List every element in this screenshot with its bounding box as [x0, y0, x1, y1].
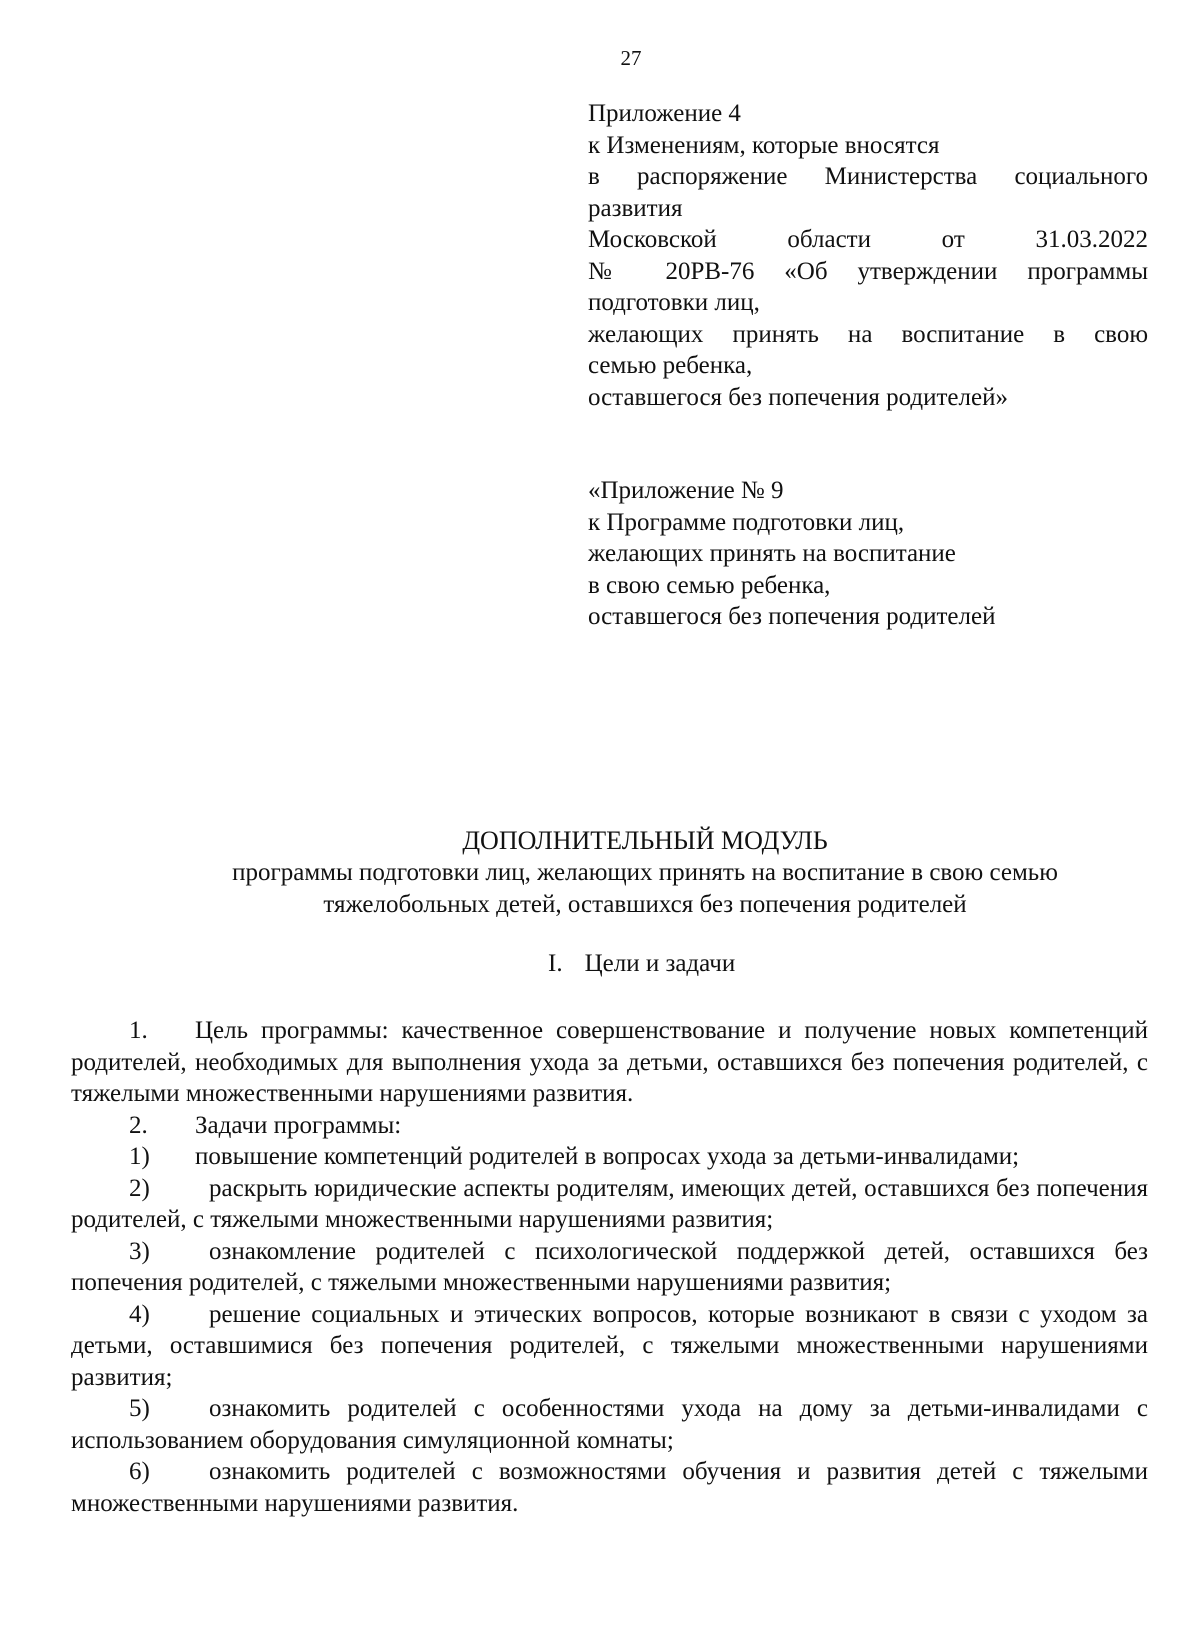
paragraph-text: Цель программы: качественное совершенствование и получение новых компетенций родителей, необходимых для выполнения ухода за детьми, оставшихся без попечения родителей, с тяжелыми множественными нарушениями развития. [71, 1017, 1148, 1107]
annex-4-line: Московской области от 31.03.2022 [588, 226, 1148, 253]
annex-4-line: в распоряжение Министерства социального [588, 163, 1148, 190]
page-number: 27 [620, 46, 642, 70]
paragraph-marker: 3) [129, 1237, 150, 1265]
paragraph-marker: 4) [129, 1300, 150, 1328]
body-text [71, 1015, 1148, 1519]
section-heading [548, 950, 735, 978]
paragraph-text: ознакомить родителей с особенностями ухода на дому за детьми-инвалидами с использованием оборудования симуляционной комнаты; [71, 1395, 1148, 1454]
paragraph-marker: 5) [129, 1395, 150, 1422]
paragraph-marker: 1) [129, 1143, 150, 1170]
annex-9-line: «Приложение № 9 [588, 477, 784, 504]
annex-9-header [588, 475, 1148, 633]
paragraph [71, 1015, 1148, 1110]
paragraph-marker: 1. [129, 1017, 148, 1044]
annex-4-header [588, 98, 1148, 413]
paragraph [71, 1173, 1148, 1236]
paragraph-text: ознакомить родителей с возможностями обучения и развития детей с тяжелыми множественными нарушениями развития. [71, 1458, 1148, 1517]
paragraph-marker: 2. [129, 1111, 148, 1139]
annex-4-line: к Изменениям, которые вносятся [588, 131, 940, 159]
paragraph-text: ознакомление родителей с психологической поддержкой детей, оставшихся без попечения родителей, с тяжелыми множественными нарушениями развития; [71, 1237, 1148, 1296]
paragraph-text: решение социальных и этических вопросов, которые возникают в связи с уходом за детьми, оставшимися без попечения родителей, с тяжелыми множественными нарушениями развития; [71, 1300, 1148, 1391]
section-title: Цели и задачи [584, 950, 736, 977]
paragraph [71, 1141, 1148, 1173]
section-number: I. [548, 950, 563, 977]
paragraph [71, 1110, 1148, 1142]
annex-4-line: развития [588, 194, 683, 222]
annex-9-line: к Программе подготовки лиц, [588, 508, 905, 536]
module-subtitle-line: программы подготовки лиц, желающих принять на воспитание в свою семью [232, 859, 1058, 886]
module-heading [150, 825, 1140, 921]
annex-4-line: желающих принять на воспитание в свою [588, 320, 1148, 348]
module-title: ДОПОЛНИТЕЛЬНЫЙ МОДУЛЬ [462, 826, 828, 855]
paragraph [71, 1299, 1148, 1394]
module-subtitle-line: тяжелобольных детей, оставшихся без попечения родителей [323, 891, 967, 918]
paragraph-text: Задачи программы: [195, 1111, 402, 1139]
annex-4-line: оставшегося без попечения родителей» [588, 383, 1008, 411]
paragraph [71, 1456, 1148, 1519]
annex-4-line: подготовки лиц, [588, 289, 760, 316]
annex-9-line: оставшегося без попечения родителей [588, 603, 996, 630]
annex-9-line: желающих принять на воспитание [588, 540, 956, 567]
annex-4-line: Приложение 4 [588, 100, 741, 127]
annex-9-line: в свою семью ребенка, [588, 571, 831, 599]
annex-4-line: семью ребенка, [588, 352, 753, 379]
paragraph-marker: 2) [129, 1174, 150, 1202]
paragraph-text: раскрыть юридические аспекты родителям, имеющих детей, оставшихся без попечения родителей, с тяжелыми множественными нарушениями развития; [71, 1174, 1148, 1233]
paragraph [71, 1236, 1148, 1299]
annex-4-line: № 20РВ-76 «Об утверждении программы [588, 257, 1148, 285]
paragraph-marker: 6) [129, 1458, 150, 1485]
paragraph-text: повышение компетенций родителей в вопросах ухода за детьми-инвалидами; [195, 1143, 1020, 1170]
paragraph [71, 1393, 1148, 1456]
